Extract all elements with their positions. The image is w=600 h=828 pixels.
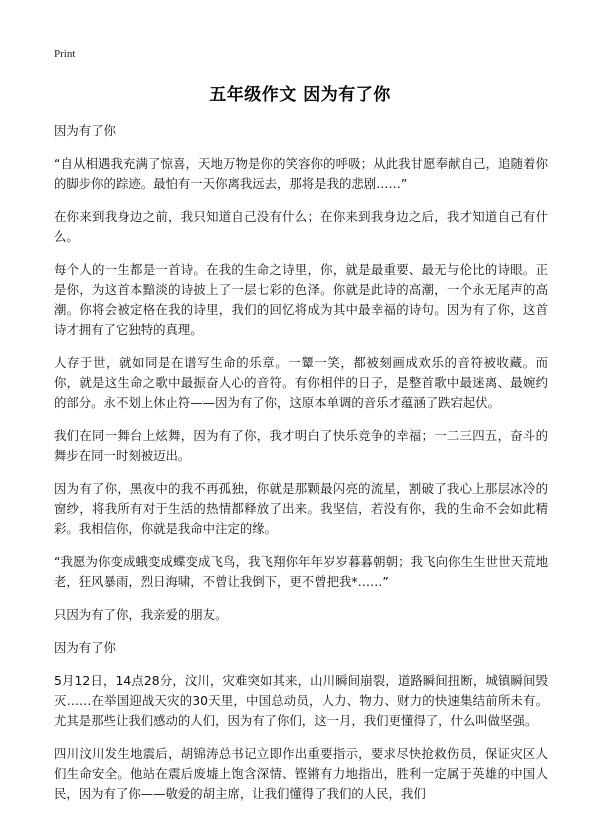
document-title: 五年级作文 因为有了你 (209, 85, 391, 105)
paragraph: 因为有了你，黑夜中的我不再孤独，你就是那颗最闪亮的流星，割破了我心上那层冰冷的窗纱，将我所有对于生活的热情都释放了出来。我坚信，若没有你，我的生命不会如此精彩。我相信你，你就是我命中注定的缘。 (54, 481, 548, 536)
document-body (54, 121, 548, 817)
paragraph: 5月12日，14点28分，汶川，灾难突如其来，山川瞬间崩裂，道路瞬间扭断，城镇瞬间毁灭……在举国迎战天灾的30天里，中国总动员，人力、物力、财力的快速集结前所未有。尤其是那些让我们感动的人们，因为有了你们，这一月，我们更懂得了，什么叫做坚强。 (54, 673, 548, 728)
paragraph: 我们在同一舞台上炫舞，因为有了你，我才明白了快乐竞争的幸福；一二三四五，奋斗的舞步在同一时刻被迈出。 (54, 428, 548, 463)
paragraph: 人存于世，就如同是在谱写生命的乐章。一颦一笑，都被刻画成欢乐的音符被收藏。而你，就是这生命之歌中最振奋人心的音符。有你相伴的日子，是整首歌中最迷离、最婉约的部分。永不划上休止符——因为有了你，这原本单调的音乐才蕴涵了跌宕起伏。 (54, 355, 548, 410)
paragraph: 因为有了你 (54, 123, 116, 138)
paragraph: 只因为有了你，我亲爱的朋友。 (54, 607, 228, 622)
paragraph: 因为有了你 (54, 640, 116, 655)
paragraph: “我愿为你变成蛾变成蝶变成飞鸟，我飞翔你年年岁岁暮暮朝朝；我飞向你生生世世天荒地老，狂风暴雨，烈日海啸，不曾让我倒下，更不曾把我*……” (54, 554, 548, 589)
paragraph: 四川汶川发生地震后，胡锦涛总书记立即作出重要指示，要求尽快抢救伤员，保证灾区人们生命安全。他站在震后废墟上饱含深情、铿锵有力地指出，胜利一定属于英雄的中国人民，因为有了你——敬爱的胡主席，让我们懂得了我们的人民，我们 (54, 746, 548, 801)
print-label: Print (54, 48, 76, 60)
paragraph: “自从相遇我充满了惊喜，天地万物是你的笑容你的呼吸；从此我甘愿奉献自己，追随着你的脚步你的踪迹。最怕有一天你离我远去，那将是我的悲剧……” (54, 156, 548, 191)
paragraph: 在你来到我身边之前，我只知道自己没有什么；在你来到我身边之后，我才知道自己有什么。 (54, 209, 548, 244)
paragraph: 每个人的一生都是一首诗。在我的生命之诗里，你，就是最重要、最无与伦比的诗眼。正是你，为这首本黯淡的诗披上了一层七彩的色泽。你就是此诗的高潮，一个永无尾声的高潮。你将会被定格在我的诗里，我们的回忆将成为其中最幸福的诗句。因为有了你，这首诗才拥有了它独特的真理。 (54, 262, 548, 337)
